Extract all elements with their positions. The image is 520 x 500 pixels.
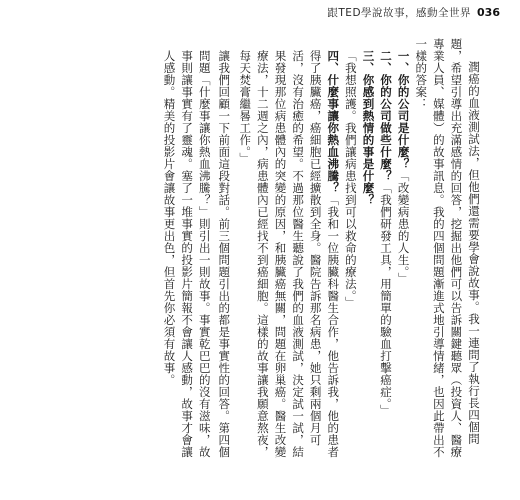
answer-2: 「我們研發工具，用簡單的驗血打擊癌症。」 <box>379 181 394 416</box>
vertical-body-text <box>160 38 482 463</box>
book-title: 跟TED學說故事，感動全世界 <box>327 7 472 19</box>
paragraph-intro: 潤癌的血液測試法，但他們還需要學會說故事。我一連問了執行長四個問題，希望引導出充滿感情的回答，挖掘出他們可以告訴關鍵聽眾（投資人、醫療專業人員、媒體）的故事訊息。我的四個問題漸進式地引導情緒，也因此帶出不一樣的答案： <box>414 38 481 458</box>
answer-1: 「改變病患的人生。」 <box>396 169 411 284</box>
running-header <box>327 6 500 20</box>
answer-3: 「我想照護。我們讓病患找到可以救命的療法。」 <box>343 49 358 308</box>
paragraph-conclusion-text: 讓我們回顧一下前面這段對話。前三個問題引出的都是事實性的回答。第四個問題「什麼事讓你熱血沸騰？」則引出一則故事。事實乾巴巴的沒有滋味，故事則讓事實有了靈魂。塞了一堆事實的投影片簡報不會讓人感動，故事才會讓人感動。精美的投影片會讓故事更出色，但首先你必須有故事。 <box>162 49 232 458</box>
question-2-label: 二、你的公司做些什麼？ <box>379 49 394 182</box>
answer-4: 「我和一位胰臟科醫生合作，他告訴我，他的患者得了胰臟癌，癌細胞已經擴散到全身。醫院告訴那名病患，她只剩兩個月可活，沒有治癒的希望。不過那位醫生聽說了我們的血液測試，決定試一試，結果發現那位病患體內的突變的原因，和胰臟癌無關，問題在卵巢癌。醫生改變療法，十二週之內，病患體內已經找不到癌細胞。這樣的故事讓我願意熬夜，每天焚膏繼晷工作。」 <box>238 49 341 458</box>
question-1-label: 一、你的公司是什麼？ <box>396 49 411 170</box>
page-number: 036 <box>477 6 500 19</box>
question-item-2 <box>376 38 394 463</box>
question-item-4 <box>236 38 342 463</box>
question-item-3 <box>341 38 376 463</box>
question-item-1 <box>394 38 412 463</box>
paragraph-conclusion <box>160 38 236 463</box>
question-3-label: 三、你感到熱情的事是什麼？ <box>361 49 376 206</box>
question-4-label: 四、什麼事讓你熱血沸騰？ <box>326 49 341 194</box>
